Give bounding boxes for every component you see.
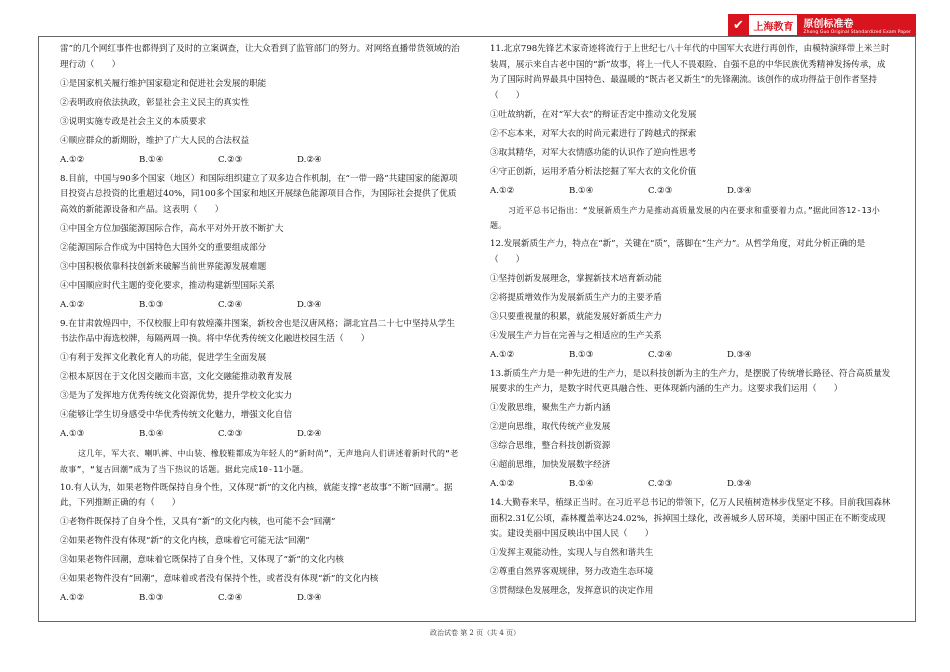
question-line: ①吐故纳新，在对“军大衣”的辩证否定中推动文化发展: [490, 109, 697, 120]
question-line: ②根本原因在于文化因交融而丰富，文化交融能推动教育发展: [60, 372, 293, 382]
question-line: 雷”的几个网红事件也都得到了及时的立案调查，让大众看到了监管部门的努力。对网络直播带货领域的治理行动（ ）: [60, 44, 460, 70]
answer-options: [490, 184, 894, 200]
answer-option: A.①②: [60, 593, 85, 603]
question-line: ③贯彻绿色发展理念，发挥意识的决定作用: [490, 586, 654, 596]
question-line: ④守正创新，运用矛盾分析法挖掘了军大衣的文化价值: [490, 166, 697, 177]
question-line: ④超前思维，加快发展数字经济: [490, 460, 611, 470]
material-passage: 习近平总书记指出：“发展新质生产力是推动高质量发展的内在要求和重要着力点。”据此回答12-13小题。: [490, 205, 881, 230]
answer-option: B.①③: [139, 593, 164, 603]
question-line: 11.北京798先锋艺术家奇迹将流行于上世纪七八十年代的中国军大衣进行再创作，由模特演绎带上米兰时装周，展示来自古老中国的“新”故事，将上一代人不畏艰险、自强不息的中华民族优秀精神发扬传承，成为了国际时尚界最具中国特色、最温暖的“既古老又新生”的先锋潮流。该创作的成功得益于创作者坚持（ ）: [490, 44, 890, 101]
page-footer: 政治试卷 第 2 页（共 4 页）: [429, 629, 521, 637]
answer-option: D.③④: [297, 593, 322, 603]
question-line: ①坚持创新发展理念，掌握新技术培育新动能: [490, 273, 662, 284]
question-line: ②尊重自然界客观规律，努力改造生态环境: [490, 567, 654, 577]
answer-options: [490, 477, 894, 493]
question-line: 8.目前，中国与90多个国家（地区）和国际组织建立了双多边合作机制，在“一带一路”共建国家的能源项目投资占总投资的比重超过40%，同100多个国家和地区开展绿色能源项目合作，为国际社会提供了优质高效的新能源设备和产品。这表明（ ）: [60, 173, 458, 215]
answer-option: B.①④: [569, 185, 594, 196]
question-line: ④顺应群众的新期盼，维护了广大人民的合法权益: [60, 135, 250, 146]
answer-option: A.①②: [490, 479, 515, 489]
question-line: ③中国积极依靠科技创新来破解当前世界能源发展难题: [60, 261, 267, 272]
question-line: 13.新质生产力是一种先进的生产力，是以科技创新为主的生产力，是摆脱了传统增长路径、符合高质量发展要求的生产力，是数字时代更具融合性、更体现新内涵的生产力。这要求我们运用（ ）: [490, 368, 891, 394]
answer-option: A.①②: [490, 185, 515, 196]
answer-option: C.②③: [218, 429, 243, 439]
question-line: 14.大勤春来早，植绿正当时。在习近平总书记的带领下，亿万人民植树造林步伐坚定不移。目前我国森林面积2.31亿公顷，森林覆盖率达24.02%，拆掉国土绿化，改善城乡人居环境，美丽中国正在不断变成现实。建设美丽中国反映出中国人民（ ）: [490, 498, 891, 539]
answer-option: D.③④: [727, 185, 752, 196]
answer-options: [60, 153, 460, 169]
answer-option: D.③④: [727, 479, 752, 489]
answer-options: [60, 427, 460, 443]
logo-standard-en: Zhong Guo Original Standardized Exam Paper: [803, 30, 911, 35]
answer-option: C.②③: [648, 479, 673, 489]
answer-option: A.①②: [60, 299, 85, 310]
question-line: ③只要重视量的积累，就能发展好新质生产力: [490, 311, 662, 322]
answer-option: C.②③: [218, 154, 243, 165]
question-line: ①老物件既保持了自身个性，又具有“新”的文化内核，也可能不会“回潮”: [60, 517, 336, 527]
question-line: ③说明实施专政是社会主义的本质要求: [60, 116, 207, 127]
check-mark-icon: ✔: [728, 14, 748, 36]
brand-logo: [728, 14, 916, 36]
material-passage: 这几年，军大衣、喇叭裤、中山装、橡胶鞋都成为年轻人的“新时尚”，无声地向人们讲述着新时代的“老故事”，“复古回潮”成为了当下热议的话题。据此完成10-11小题。: [60, 449, 459, 474]
question-line: ①发散思维，聚焦生产力新内涵: [490, 403, 611, 413]
right-column: [490, 42, 894, 603]
question-line: ②表明政府依法执政，彰显社会主义民主的真实性: [60, 97, 250, 108]
logo-brand: 上海教育: [748, 14, 798, 36]
answer-option: B.①④: [139, 154, 164, 165]
answer-option: D.②④: [297, 429, 322, 439]
answer-option: B.①④: [139, 429, 164, 439]
question-line: ④如果老物件没有“回潮”，意味着或者没有保持个性，或者没有体现“新”的文化内核: [60, 574, 379, 584]
answer-option: A.①③: [60, 429, 85, 439]
question-line: ④中国顺应时代主题的变化要求，推动构建新型国际关系: [60, 280, 275, 291]
question-line: 10.有人认为，如果老物件既保持自身个性，又体现“新”的文化内核，就能支撑“老故事”不断“回潮”。据此，下列推断正确的有（ ）: [60, 482, 453, 508]
question-line: 9.在甘肃敦煌四中，不仅校服上印有敦煌藻井图案，新校舍也是汉唐风格；湖北宜昌二十七中坚持从学生书法作品中海选校牌，每隔两周一换。将中华优秀传统文化融进校园生活（ ）: [60, 318, 455, 344]
answer-option: D.③④: [727, 349, 752, 360]
question-line: ①是国家机关履行维护国家稳定和促进社会发展的职能: [60, 78, 267, 89]
question-line: ④发展生产力旨在完善与之相适应的生产关系: [490, 330, 662, 341]
answer-option: D.②④: [297, 154, 322, 165]
question-line: ①发挥主观能动性，实现人与自然和谐共生: [490, 548, 654, 558]
question-line: ①中国全方位加强能源国际合作，高水平对外开放不断扩大: [60, 223, 284, 234]
answer-option: C.②④: [648, 349, 673, 360]
question-line: ③取其精华，对军大衣情感功能的认识作了逆向性思考: [490, 147, 697, 158]
question-line: ②能源国际合作成为中国特色大国外交的重要组成部分: [60, 242, 267, 253]
answer-option: C.②④: [218, 299, 243, 310]
logo-standard: [798, 14, 916, 36]
question-line: ①有利于发挥文化教化育人的功能，促进学生全面发展: [60, 353, 267, 363]
question-line: ③是为了发挥地方优秀传统文化资源优势，提升学校文化实力: [60, 391, 293, 401]
answer-options: [60, 298, 460, 314]
answer-options: [60, 591, 460, 607]
answer-option: C.②③: [648, 185, 673, 196]
answer-options: [490, 348, 894, 364]
question-line: 12.发展新质生产力，特点在“新”，关键在“质”，落脚在“生产力”。从哲学角度，对此分析正确的是（ ）: [490, 239, 866, 265]
question-line: ②逆向思维，取代传统产业发展: [490, 422, 611, 432]
question-line: ④能够让学生切身感受中华优秀传统文化魅力，增强文化自信: [60, 410, 293, 420]
answer-option: B.①③: [139, 299, 164, 310]
answer-option: D.③④: [297, 299, 322, 310]
answer-option: A.①②: [60, 154, 85, 165]
logo-standard-text: 原创标准卷: [803, 19, 854, 30]
question-line: ②如果老物件没有体现“新”的文化内核，意味着它可能无法“回潮”: [60, 536, 310, 546]
answer-option: B.①③: [569, 349, 594, 360]
question-line: ②不忘本来，对军大衣的时尚元素进行了跨越式的探索: [490, 128, 697, 139]
answer-option: A.①②: [490, 349, 515, 360]
question-line: ③如果老物件回潮，意味着它既保持了自身个性，又体现了“新”的文化内核: [60, 555, 344, 565]
left-column: [60, 42, 460, 610]
answer-option: C.②④: [218, 593, 243, 603]
answer-option: B.①④: [569, 479, 594, 489]
question-line: ③综合思维，整合科技创新资源: [490, 441, 611, 451]
question-line: ②将提质增效作为发展新质生产力的主要矛盾: [490, 292, 662, 303]
